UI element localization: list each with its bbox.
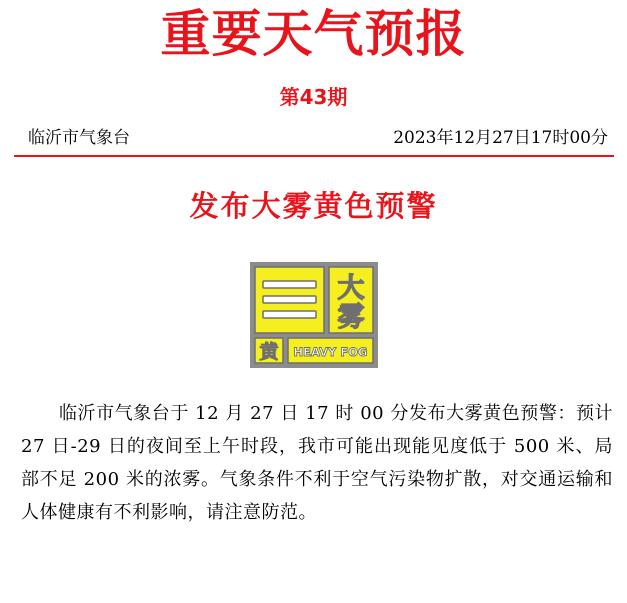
signal-level-char: 黄 [259,341,279,363]
issuer-name: 临沂市气象台 [28,128,130,148]
issue-number: 第43期 [279,85,348,109]
signal-label-en: HEAVY FOG [293,345,368,359]
signal-label-cn-bottom: 雾 [337,302,365,333]
fog-stripe-icon [263,311,316,318]
fog-stripe-icon [263,296,316,303]
meta-row [28,126,608,150]
masthead-title: 重要天气预报 [160,5,467,63]
fog-stripe-icon [263,281,316,288]
warning-headline: 发布大雾黄色预警 [189,189,438,223]
fog-yellow-warning-icon [250,262,378,368]
header-divider [14,155,614,157]
signal-label-cn-top: 大 [337,273,365,304]
warning-body: 临沂市气象台于 12 月 27 日 17 时 00 分发布大雾黄色预警：预计 27 日-29 日的夜间至上午时段，我市可能出现能见度低于 500 米、局部不足 200 米的浓雾。气象条件不利于空气污染物扩散，对交通运输和人体健康有不利影响，请注意防范。 [21,403,613,523]
issue-datetime: 2023年12月27日17时00分 [393,128,608,148]
